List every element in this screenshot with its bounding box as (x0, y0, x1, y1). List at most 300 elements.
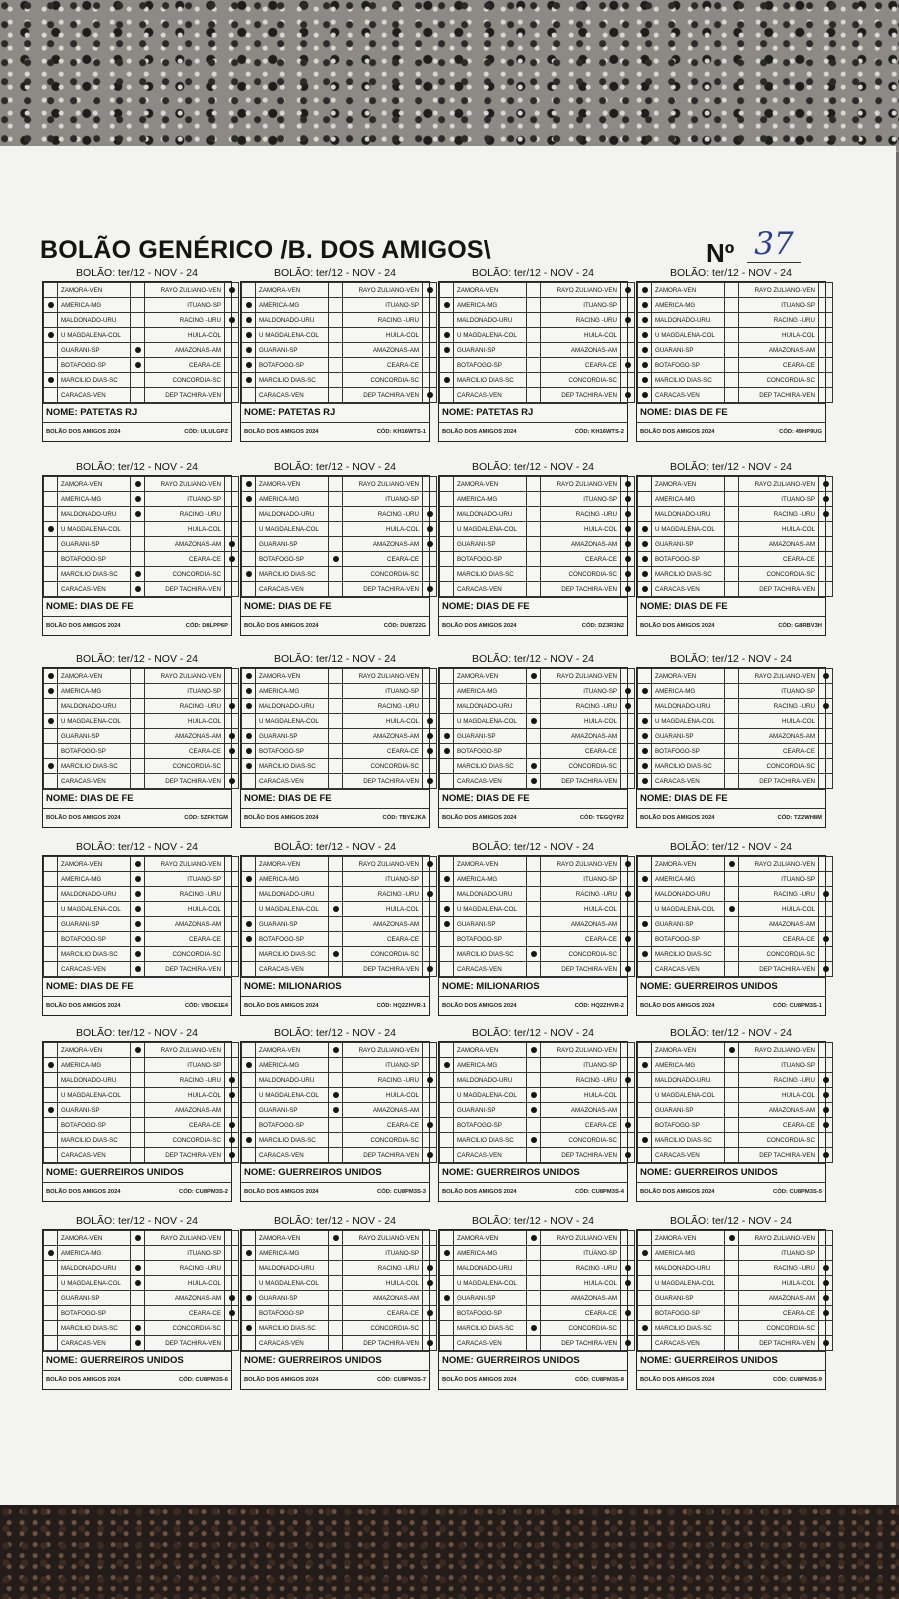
draw-pick-cell[interactable] (131, 887, 145, 902)
draw-pick-cell[interactable] (131, 358, 145, 373)
draw-pick-cell[interactable] (527, 1148, 541, 1163)
draw-pick-cell[interactable] (725, 1306, 739, 1321)
draw-pick-cell[interactable] (725, 932, 739, 947)
away-pick-cell[interactable] (225, 1043, 239, 1058)
home-pick-cell[interactable] (44, 1231, 58, 1246)
draw-pick-cell[interactable] (725, 1261, 739, 1276)
home-pick-cell[interactable] (638, 298, 652, 313)
away-pick-cell[interactable] (423, 552, 437, 567)
draw-pick-cell[interactable] (725, 962, 739, 977)
home-pick-cell[interactable] (44, 887, 58, 902)
home-pick-cell[interactable] (44, 373, 58, 388)
draw-pick-cell[interactable] (131, 1133, 145, 1148)
draw-pick-cell[interactable] (725, 1088, 739, 1103)
away-pick-cell[interactable] (819, 744, 833, 759)
home-pick-cell[interactable] (242, 1321, 256, 1336)
draw-pick-cell[interactable] (725, 1336, 739, 1351)
away-pick-cell[interactable] (423, 358, 437, 373)
away-pick-cell[interactable] (621, 298, 635, 313)
away-pick-cell[interactable] (819, 373, 833, 388)
away-pick-cell[interactable] (423, 872, 437, 887)
home-pick-cell[interactable] (44, 714, 58, 729)
away-pick-cell[interactable] (621, 744, 635, 759)
away-pick-cell[interactable] (423, 699, 437, 714)
draw-pick-cell[interactable] (329, 932, 343, 947)
home-pick-cell[interactable] (440, 1073, 454, 1088)
away-pick-cell[interactable] (225, 1118, 239, 1133)
away-pick-cell[interactable] (423, 1118, 437, 1133)
away-pick-cell[interactable] (423, 298, 437, 313)
home-pick-cell[interactable] (440, 729, 454, 744)
draw-pick-cell[interactable] (725, 1276, 739, 1291)
away-pick-cell[interactable] (621, 1291, 635, 1306)
draw-pick-cell[interactable] (329, 917, 343, 932)
draw-pick-cell[interactable] (329, 1336, 343, 1351)
draw-pick-cell[interactable] (725, 1058, 739, 1073)
away-pick-cell[interactable] (621, 774, 635, 789)
draw-pick-cell[interactable] (131, 857, 145, 872)
home-pick-cell[interactable] (44, 774, 58, 789)
home-pick-cell[interactable] (638, 962, 652, 977)
away-pick-cell[interactable] (225, 492, 239, 507)
away-pick-cell[interactable] (819, 1231, 833, 1246)
away-pick-cell[interactable] (423, 1043, 437, 1058)
draw-pick-cell[interactable] (131, 1336, 145, 1351)
away-pick-cell[interactable] (423, 343, 437, 358)
away-pick-cell[interactable] (423, 744, 437, 759)
away-pick-cell[interactable] (423, 1103, 437, 1118)
home-pick-cell[interactable] (440, 1321, 454, 1336)
home-pick-cell[interactable] (638, 932, 652, 947)
home-pick-cell[interactable] (242, 537, 256, 552)
home-pick-cell[interactable] (242, 1043, 256, 1058)
draw-pick-cell[interactable] (131, 1118, 145, 1133)
draw-pick-cell[interactable] (725, 1073, 739, 1088)
away-pick-cell[interactable] (225, 714, 239, 729)
home-pick-cell[interactable] (638, 1276, 652, 1291)
home-pick-cell[interactable] (440, 522, 454, 537)
away-pick-cell[interactable] (819, 759, 833, 774)
away-pick-cell[interactable] (225, 567, 239, 582)
draw-pick-cell[interactable] (329, 283, 343, 298)
away-pick-cell[interactable] (423, 522, 437, 537)
away-pick-cell[interactable] (621, 552, 635, 567)
draw-pick-cell[interactable] (527, 507, 541, 522)
draw-pick-cell[interactable] (725, 669, 739, 684)
away-pick-cell[interactable] (621, 857, 635, 872)
draw-pick-cell[interactable] (725, 283, 739, 298)
draw-pick-cell[interactable] (329, 1058, 343, 1073)
draw-pick-cell[interactable] (527, 857, 541, 872)
draw-pick-cell[interactable] (329, 388, 343, 403)
home-pick-cell[interactable] (44, 1321, 58, 1336)
draw-pick-cell[interactable] (131, 1058, 145, 1073)
away-pick-cell[interactable] (621, 917, 635, 932)
home-pick-cell[interactable] (638, 1058, 652, 1073)
away-pick-cell[interactable] (621, 714, 635, 729)
home-pick-cell[interactable] (638, 729, 652, 744)
home-pick-cell[interactable] (242, 582, 256, 597)
home-pick-cell[interactable] (638, 1321, 652, 1336)
draw-pick-cell[interactable] (131, 1246, 145, 1261)
home-pick-cell[interactable] (44, 1043, 58, 1058)
away-pick-cell[interactable] (423, 729, 437, 744)
away-pick-cell[interactable] (225, 917, 239, 932)
home-pick-cell[interactable] (440, 887, 454, 902)
home-pick-cell[interactable] (242, 872, 256, 887)
draw-pick-cell[interactable] (725, 1103, 739, 1118)
home-pick-cell[interactable] (638, 1148, 652, 1163)
draw-pick-cell[interactable] (527, 684, 541, 699)
away-pick-cell[interactable] (621, 343, 635, 358)
away-pick-cell[interactable] (819, 328, 833, 343)
draw-pick-cell[interactable] (131, 552, 145, 567)
home-pick-cell[interactable] (44, 1261, 58, 1276)
away-pick-cell[interactable] (621, 507, 635, 522)
away-pick-cell[interactable] (621, 699, 635, 714)
away-pick-cell[interactable] (423, 492, 437, 507)
draw-pick-cell[interactable] (725, 567, 739, 582)
home-pick-cell[interactable] (638, 714, 652, 729)
home-pick-cell[interactable] (44, 1073, 58, 1088)
away-pick-cell[interactable] (621, 729, 635, 744)
away-pick-cell[interactable] (423, 669, 437, 684)
draw-pick-cell[interactable] (131, 1148, 145, 1163)
draw-pick-cell[interactable] (725, 1148, 739, 1163)
away-pick-cell[interactable] (225, 932, 239, 947)
draw-pick-cell[interactable] (527, 1088, 541, 1103)
away-pick-cell[interactable] (225, 744, 239, 759)
home-pick-cell[interactable] (44, 872, 58, 887)
home-pick-cell[interactable] (440, 857, 454, 872)
home-pick-cell[interactable] (440, 699, 454, 714)
draw-pick-cell[interactable] (527, 1133, 541, 1148)
draw-pick-cell[interactable] (527, 582, 541, 597)
draw-pick-cell[interactable] (329, 857, 343, 872)
draw-pick-cell[interactable] (131, 582, 145, 597)
draw-pick-cell[interactable] (131, 373, 145, 388)
draw-pick-cell[interactable] (527, 298, 541, 313)
home-pick-cell[interactable] (242, 684, 256, 699)
away-pick-cell[interactable] (819, 684, 833, 699)
away-pick-cell[interactable] (621, 492, 635, 507)
home-pick-cell[interactable] (242, 522, 256, 537)
draw-pick-cell[interactable] (725, 343, 739, 358)
draw-pick-cell[interactable] (527, 1043, 541, 1058)
away-pick-cell[interactable] (621, 1306, 635, 1321)
home-pick-cell[interactable] (242, 1073, 256, 1088)
home-pick-cell[interactable] (440, 902, 454, 917)
draw-pick-cell[interactable] (329, 477, 343, 492)
home-pick-cell[interactable] (440, 1118, 454, 1133)
home-pick-cell[interactable] (242, 1231, 256, 1246)
home-pick-cell[interactable] (242, 1306, 256, 1321)
home-pick-cell[interactable] (638, 872, 652, 887)
home-pick-cell[interactable] (440, 1088, 454, 1103)
draw-pick-cell[interactable] (329, 567, 343, 582)
draw-pick-cell[interactable] (527, 1321, 541, 1336)
draw-pick-cell[interactable] (725, 902, 739, 917)
away-pick-cell[interactable] (423, 917, 437, 932)
home-pick-cell[interactable] (242, 492, 256, 507)
away-pick-cell[interactable] (819, 1246, 833, 1261)
draw-pick-cell[interactable] (527, 537, 541, 552)
draw-pick-cell[interactable] (329, 582, 343, 597)
draw-pick-cell[interactable] (131, 507, 145, 522)
home-pick-cell[interactable] (638, 1261, 652, 1276)
home-pick-cell[interactable] (44, 1306, 58, 1321)
draw-pick-cell[interactable] (329, 1088, 343, 1103)
away-pick-cell[interactable] (225, 887, 239, 902)
away-pick-cell[interactable] (621, 1261, 635, 1276)
away-pick-cell[interactable] (225, 1321, 239, 1336)
away-pick-cell[interactable] (423, 902, 437, 917)
draw-pick-cell[interactable] (329, 902, 343, 917)
home-pick-cell[interactable] (638, 522, 652, 537)
away-pick-cell[interactable] (819, 714, 833, 729)
draw-pick-cell[interactable] (131, 522, 145, 537)
away-pick-cell[interactable] (621, 1231, 635, 1246)
home-pick-cell[interactable] (440, 947, 454, 962)
home-pick-cell[interactable] (638, 1246, 652, 1261)
away-pick-cell[interactable] (819, 729, 833, 744)
home-pick-cell[interactable] (638, 1133, 652, 1148)
draw-pick-cell[interactable] (725, 759, 739, 774)
home-pick-cell[interactable] (638, 1336, 652, 1351)
home-pick-cell[interactable] (44, 759, 58, 774)
away-pick-cell[interactable] (819, 358, 833, 373)
draw-pick-cell[interactable] (131, 328, 145, 343)
away-pick-cell[interactable] (225, 1231, 239, 1246)
draw-pick-cell[interactable] (131, 1261, 145, 1276)
away-pick-cell[interactable] (819, 388, 833, 403)
away-pick-cell[interactable] (423, 1133, 437, 1148)
away-pick-cell[interactable] (621, 1246, 635, 1261)
home-pick-cell[interactable] (44, 1336, 58, 1351)
home-pick-cell[interactable] (638, 917, 652, 932)
home-pick-cell[interactable] (440, 669, 454, 684)
away-pick-cell[interactable] (423, 1246, 437, 1261)
home-pick-cell[interactable] (440, 313, 454, 328)
away-pick-cell[interactable] (819, 932, 833, 947)
home-pick-cell[interactable] (638, 947, 652, 962)
home-pick-cell[interactable] (638, 774, 652, 789)
draw-pick-cell[interactable] (725, 684, 739, 699)
draw-pick-cell[interactable] (329, 1306, 343, 1321)
draw-pick-cell[interactable] (329, 1231, 343, 1246)
home-pick-cell[interactable] (44, 358, 58, 373)
away-pick-cell[interactable] (621, 567, 635, 582)
away-pick-cell[interactable] (423, 1088, 437, 1103)
away-pick-cell[interactable] (621, 1088, 635, 1103)
home-pick-cell[interactable] (242, 298, 256, 313)
home-pick-cell[interactable] (242, 932, 256, 947)
draw-pick-cell[interactable] (131, 537, 145, 552)
away-pick-cell[interactable] (621, 1043, 635, 1058)
home-pick-cell[interactable] (242, 699, 256, 714)
away-pick-cell[interactable] (225, 537, 239, 552)
draw-pick-cell[interactable] (527, 567, 541, 582)
draw-pick-cell[interactable] (725, 744, 739, 759)
away-pick-cell[interactable] (225, 1133, 239, 1148)
home-pick-cell[interactable] (44, 582, 58, 597)
away-pick-cell[interactable] (225, 1103, 239, 1118)
away-pick-cell[interactable] (621, 887, 635, 902)
draw-pick-cell[interactable] (725, 1231, 739, 1246)
home-pick-cell[interactable] (638, 684, 652, 699)
away-pick-cell[interactable] (423, 1291, 437, 1306)
away-pick-cell[interactable] (423, 477, 437, 492)
away-pick-cell[interactable] (225, 388, 239, 403)
away-pick-cell[interactable] (621, 1336, 635, 1351)
away-pick-cell[interactable] (819, 537, 833, 552)
home-pick-cell[interactable] (242, 744, 256, 759)
draw-pick-cell[interactable] (527, 1058, 541, 1073)
away-pick-cell[interactable] (819, 567, 833, 582)
away-pick-cell[interactable] (423, 1306, 437, 1321)
home-pick-cell[interactable] (44, 1246, 58, 1261)
draw-pick-cell[interactable] (329, 1246, 343, 1261)
home-pick-cell[interactable] (440, 1276, 454, 1291)
draw-pick-cell[interactable] (131, 1276, 145, 1291)
draw-pick-cell[interactable] (329, 522, 343, 537)
draw-pick-cell[interactable] (725, 552, 739, 567)
home-pick-cell[interactable] (44, 567, 58, 582)
away-pick-cell[interactable] (621, 328, 635, 343)
draw-pick-cell[interactable] (329, 1321, 343, 1336)
draw-pick-cell[interactable] (131, 1073, 145, 1088)
home-pick-cell[interactable] (242, 669, 256, 684)
draw-pick-cell[interactable] (131, 917, 145, 932)
home-pick-cell[interactable] (638, 669, 652, 684)
home-pick-cell[interactable] (638, 582, 652, 597)
home-pick-cell[interactable] (440, 343, 454, 358)
home-pick-cell[interactable] (44, 917, 58, 932)
home-pick-cell[interactable] (638, 759, 652, 774)
home-pick-cell[interactable] (242, 313, 256, 328)
draw-pick-cell[interactable] (131, 492, 145, 507)
home-pick-cell[interactable] (638, 1043, 652, 1058)
draw-pick-cell[interactable] (725, 714, 739, 729)
away-pick-cell[interactable] (819, 1148, 833, 1163)
draw-pick-cell[interactable] (329, 298, 343, 313)
draw-pick-cell[interactable] (131, 932, 145, 947)
draw-pick-cell[interactable] (527, 313, 541, 328)
away-pick-cell[interactable] (423, 373, 437, 388)
away-pick-cell[interactable] (819, 582, 833, 597)
home-pick-cell[interactable] (44, 684, 58, 699)
home-pick-cell[interactable] (440, 744, 454, 759)
home-pick-cell[interactable] (242, 328, 256, 343)
draw-pick-cell[interactable] (527, 1336, 541, 1351)
home-pick-cell[interactable] (242, 759, 256, 774)
away-pick-cell[interactable] (423, 759, 437, 774)
home-pick-cell[interactable] (44, 1058, 58, 1073)
home-pick-cell[interactable] (44, 729, 58, 744)
draw-pick-cell[interactable] (329, 1291, 343, 1306)
home-pick-cell[interactable] (440, 917, 454, 932)
home-pick-cell[interactable] (638, 313, 652, 328)
away-pick-cell[interactable] (819, 298, 833, 313)
home-pick-cell[interactable] (638, 1306, 652, 1321)
away-pick-cell[interactable] (423, 962, 437, 977)
draw-pick-cell[interactable] (725, 947, 739, 962)
draw-pick-cell[interactable] (329, 887, 343, 902)
draw-pick-cell[interactable] (131, 388, 145, 403)
draw-pick-cell[interactable] (131, 313, 145, 328)
draw-pick-cell[interactable] (725, 774, 739, 789)
away-pick-cell[interactable] (819, 1276, 833, 1291)
home-pick-cell[interactable] (44, 298, 58, 313)
draw-pick-cell[interactable] (329, 1261, 343, 1276)
draw-pick-cell[interactable] (131, 1103, 145, 1118)
home-pick-cell[interactable] (242, 1103, 256, 1118)
home-pick-cell[interactable] (242, 507, 256, 522)
draw-pick-cell[interactable] (131, 902, 145, 917)
draw-pick-cell[interactable] (131, 1291, 145, 1306)
draw-pick-cell[interactable] (725, 1118, 739, 1133)
draw-pick-cell[interactable] (527, 477, 541, 492)
away-pick-cell[interactable] (423, 537, 437, 552)
draw-pick-cell[interactable] (329, 669, 343, 684)
away-pick-cell[interactable] (819, 1261, 833, 1276)
home-pick-cell[interactable] (242, 902, 256, 917)
draw-pick-cell[interactable] (725, 917, 739, 932)
away-pick-cell[interactable] (819, 1291, 833, 1306)
away-pick-cell[interactable] (225, 1058, 239, 1073)
draw-pick-cell[interactable] (329, 1148, 343, 1163)
home-pick-cell[interactable] (638, 358, 652, 373)
home-pick-cell[interactable] (638, 283, 652, 298)
away-pick-cell[interactable] (225, 962, 239, 977)
draw-pick-cell[interactable] (527, 373, 541, 388)
home-pick-cell[interactable] (242, 887, 256, 902)
away-pick-cell[interactable] (819, 1043, 833, 1058)
home-pick-cell[interactable] (440, 373, 454, 388)
away-pick-cell[interactable] (819, 552, 833, 567)
away-pick-cell[interactable] (819, 857, 833, 872)
home-pick-cell[interactable] (44, 1088, 58, 1103)
away-pick-cell[interactable] (819, 774, 833, 789)
away-pick-cell[interactable] (225, 1148, 239, 1163)
draw-pick-cell[interactable] (527, 1261, 541, 1276)
away-pick-cell[interactable] (819, 507, 833, 522)
home-pick-cell[interactable] (242, 714, 256, 729)
draw-pick-cell[interactable] (329, 872, 343, 887)
draw-pick-cell[interactable] (527, 283, 541, 298)
home-pick-cell[interactable] (440, 1231, 454, 1246)
draw-pick-cell[interactable] (725, 522, 739, 537)
home-pick-cell[interactable] (242, 1276, 256, 1291)
home-pick-cell[interactable] (440, 714, 454, 729)
away-pick-cell[interactable] (423, 714, 437, 729)
away-pick-cell[interactable] (423, 567, 437, 582)
draw-pick-cell[interactable] (131, 729, 145, 744)
home-pick-cell[interactable] (440, 358, 454, 373)
draw-pick-cell[interactable] (329, 373, 343, 388)
away-pick-cell[interactable] (819, 669, 833, 684)
home-pick-cell[interactable] (440, 567, 454, 582)
away-pick-cell[interactable] (621, 388, 635, 403)
away-pick-cell[interactable] (621, 537, 635, 552)
draw-pick-cell[interactable] (725, 358, 739, 373)
away-pick-cell[interactable] (423, 1148, 437, 1163)
away-pick-cell[interactable] (225, 1246, 239, 1261)
home-pick-cell[interactable] (440, 1133, 454, 1148)
draw-pick-cell[interactable] (329, 759, 343, 774)
draw-pick-cell[interactable] (329, 729, 343, 744)
home-pick-cell[interactable] (242, 947, 256, 962)
